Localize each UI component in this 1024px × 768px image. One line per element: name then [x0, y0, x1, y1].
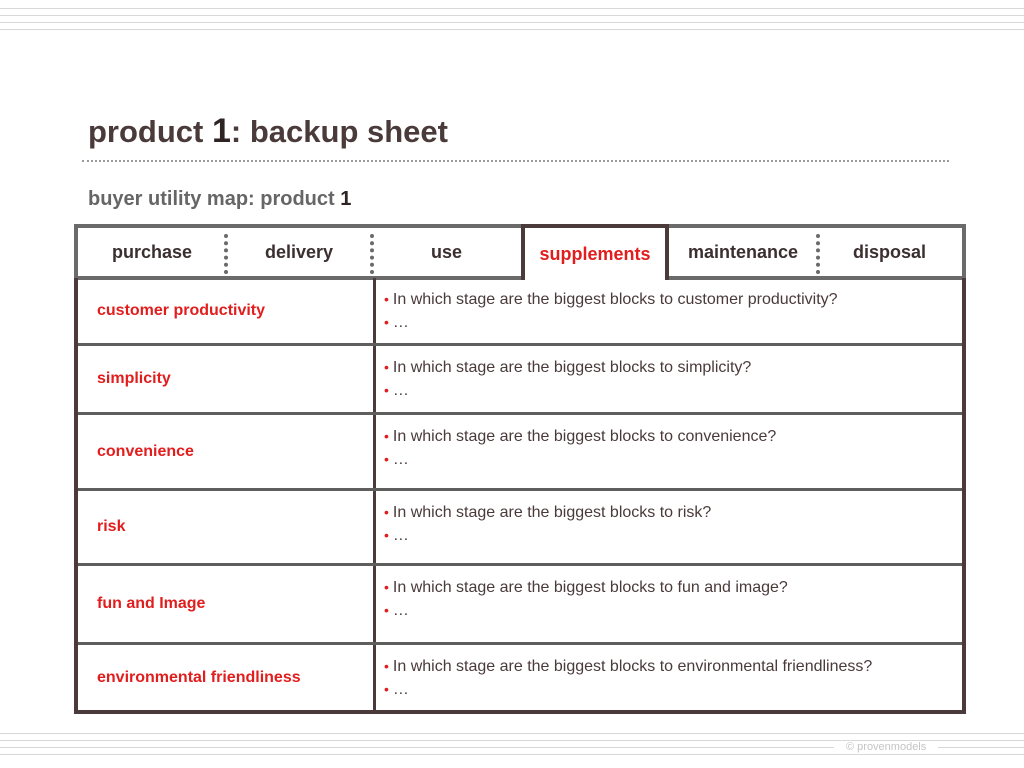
lever-label: customer productivity — [97, 301, 266, 319]
question-list — [384, 288, 838, 334]
top-decoration-stripes — [0, 8, 1024, 36]
question-item: • In which stage are the biggest blocks to simplicity? — [384, 359, 752, 376]
bullet-icon: • — [384, 382, 389, 398]
bullet-icon: • — [384, 579, 389, 595]
lever-label: simplicity — [97, 370, 171, 387]
question-item: • … — [384, 451, 409, 468]
title-number: 1 — [212, 112, 231, 150]
bullet-icon: • — [384, 428, 389, 444]
lever-label: fun and Image — [97, 595, 206, 612]
question-list — [384, 425, 776, 471]
question-item: • … — [384, 602, 409, 619]
question-item: • … — [384, 681, 409, 698]
lever-label: risk — [97, 518, 126, 535]
bullet-icon: • — [384, 527, 389, 543]
page-title — [88, 112, 448, 151]
bullet-icon: • — [384, 359, 389, 375]
bullet-icon: • — [384, 681, 389, 697]
lever-label: convenience — [97, 442, 194, 460]
stage-tab-disposal[interactable]: disposal — [852, 241, 927, 262]
bullet-icon: • — [384, 451, 389, 467]
subtitle-text: buyer utility map: product — [88, 188, 341, 210]
question-item: • In which stage are the biggest blocks to fun and image? — [384, 579, 788, 596]
table-row — [78, 491, 962, 563]
bullet-icon: • — [384, 291, 389, 307]
question-list — [384, 356, 751, 402]
stage-tab-purchase[interactable]: purchase — [111, 241, 193, 262]
section-subtitle — [88, 188, 351, 211]
bullet-icon: • — [384, 658, 389, 674]
table-row — [78, 645, 962, 710]
question-item: • In which stage are the biggest blocks to customer productivity? — [384, 291, 838, 308]
stage-tab-supplements[interactable]: supplements — [521, 224, 669, 280]
question-list — [384, 655, 872, 701]
stage-tab-use[interactable]: use — [430, 241, 463, 262]
question-list — [384, 576, 788, 622]
utility-lever-table — [74, 278, 966, 714]
bullet-icon: • — [384, 504, 389, 520]
question-item: • In which stage are the biggest blocks to convenience? — [384, 428, 777, 445]
table-row — [78, 346, 962, 412]
bullet-icon: • — [384, 314, 389, 330]
stage-tab-maintenance[interactable]: maintenance — [687, 241, 799, 262]
table-row — [78, 566, 962, 642]
title-suffix: : backup sheet — [230, 114, 448, 149]
footer-copyright: © provenmodels — [834, 741, 938, 753]
stage-tab-bar — [74, 224, 966, 280]
question-item: • In which stage are the biggest blocks to risk? — [384, 504, 712, 521]
question-item: • … — [384, 382, 409, 399]
stage-tab-delivery[interactable]: delivery — [264, 241, 334, 262]
bullet-icon: • — [384, 602, 389, 618]
question-list — [384, 501, 711, 547]
title-divider — [82, 160, 949, 162]
lever-label: environmental friendliness — [97, 668, 301, 686]
subtitle-number: 1 — [340, 188, 352, 210]
title-text: product — [88, 114, 212, 149]
table-row — [78, 278, 962, 343]
question-item: • … — [384, 314, 409, 331]
question-item: • … — [384, 527, 409, 544]
table-row — [78, 415, 962, 488]
question-item: • In which stage are the biggest blocks to environmental friendliness? — [384, 658, 873, 675]
